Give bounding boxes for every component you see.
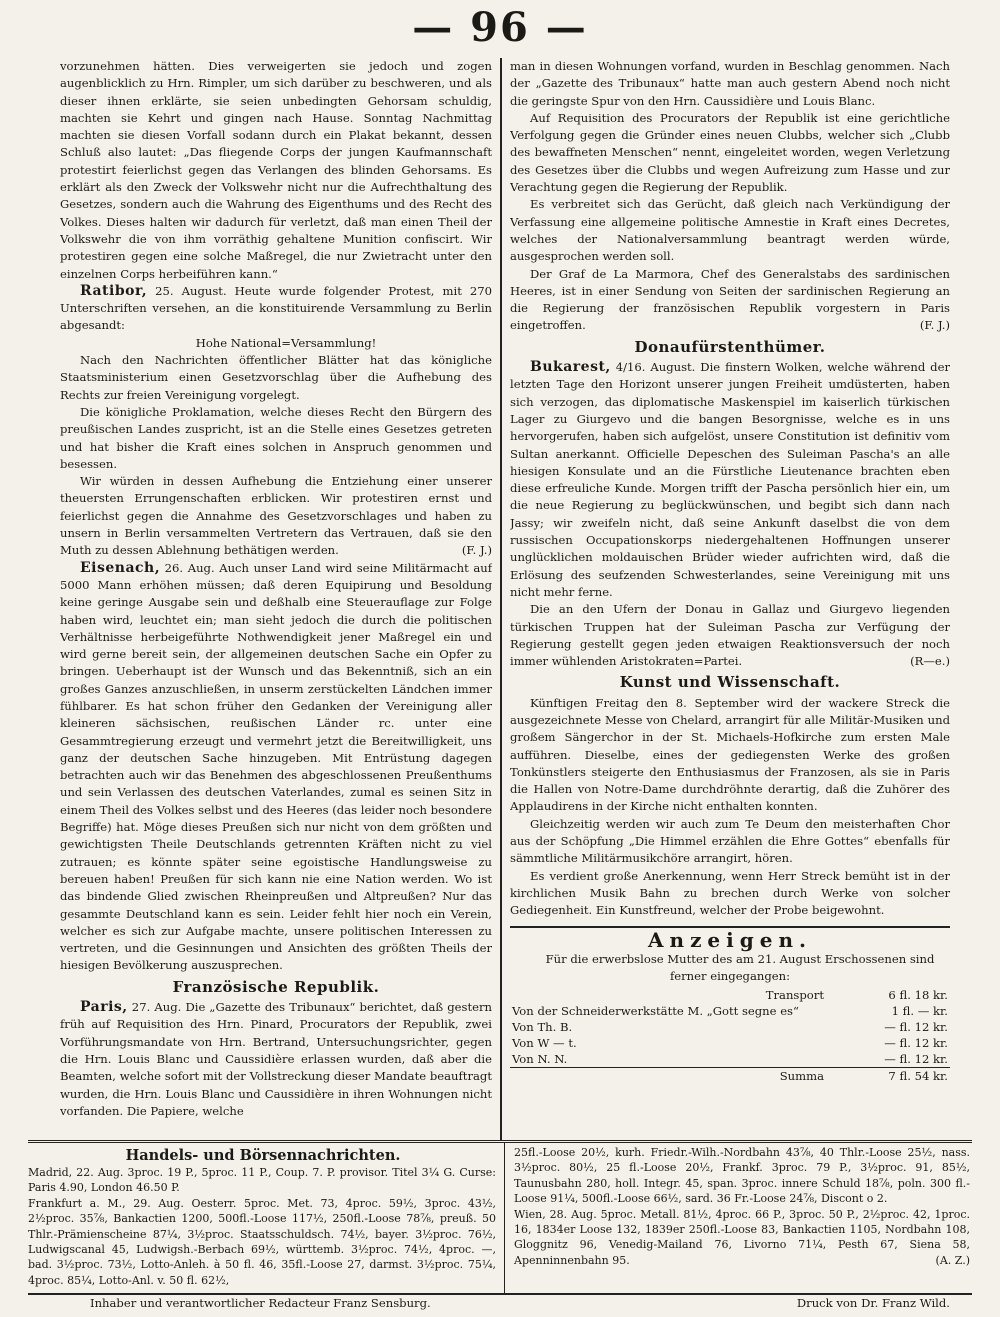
- table-row: [510, 1068, 950, 1085]
- article-eisenach: [60, 560, 492, 975]
- section-heading: Kunst und Wissenschaft.: [619, 673, 841, 692]
- page-number: — 96 —: [412, 4, 588, 51]
- article-paragraph: [60, 473, 492, 559]
- donor-amount: — fl. 12 kr.: [884, 1020, 948, 1035]
- left-column: [60, 58, 492, 1138]
- market-left-column: [28, 1165, 496, 1288]
- market-right-column: [514, 1145, 970, 1268]
- donation-table: [510, 987, 950, 1084]
- article-text: Die an den Ufern der Donau in Gallaz und Giurgevo liegenden türkischen Truppen hat der Suleiman Pascha zur Verfügung der Regierung gestellt gegen jeden etwaigen Reaktionsversuch der noch immer wühlenden Aristokraten=Partei.: [510, 602, 950, 669]
- market-heading: Handels- und Börsennachrichten.: [125, 1147, 401, 1164]
- article-paragraph: [510, 601, 950, 670]
- article-paragraph: Die königliche Proklamation, welche dieses Recht den Bürgern des preußischen Landes zuspricht, ist an die Stelle eines Gesetzes getreten und hat bisher die Kraft eines solchen in Anspruch genommen und besessen.: [60, 404, 492, 471]
- right-column: [510, 58, 950, 1138]
- article-text: 27. Aug. Die „Gazette des Tribunaux“ berichtet, daß gestern früh auf Requisition des Hrn. Pinard, Procurators der Republik, zwei Vorführungsmandate von Hrn. Bertrand, Untersuchungsrichter, gegen die Hrn. Louis Blanc und Caussidière erlassen wurden, daß aber die Beamten, welche sofort mit der Vollstreckung dieser Mandate beauftragt wurden, die Hrn. Louis Blanc und Caussidière in ihren Wohnungen nicht vorfanden. Die Papiere, welche: [60, 1000, 492, 1118]
- section-heading: Französische Republik.: [172, 977, 380, 996]
- donor-amount: — fl. 12 kr.: [884, 1052, 948, 1067]
- dateline-place: Paris,: [80, 999, 128, 1016]
- table-row: [510, 1035, 950, 1051]
- article-text: Der Graf de La Marmora, Chef des Generalstabs des sardinischen Heeres, ist in einer Sendung von Seiten der sardinischen Regierung an die Regierung der französischen Republik vorgestern in Paris eingetroffen.: [510, 266, 950, 333]
- article-paragraph: Auf Requisition des Procurators der Republik ist eine gerichtliche Verfolgung gegen die Gründer eines neuen Clubbs, welcher sich „Clubb des bewaffneten Menschen“ nennt, eingeleitet worden, wegen Verletzung des Gesetzes über die Clubbs und wegen Aufreizung zum Hasse und zur Verachtung gegen die Regierung der Republik.: [510, 110, 950, 195]
- salutation: Hohe National=Versammlung!: [195, 335, 377, 350]
- sum-amount: 7 fl. 54 kr.: [826, 1068, 950, 1085]
- market-frankfurt: Frankfurt a. M., 29. Aug. Oesterr. 5proc. Met. 73, 4proc. 59½, 3proc. 43½, 2½proc. 35⅞, Bankactien 1200, 500fl.-Loose 117½, 250fl.-Loose 78⅞, preuß. 50 Thlr.-Prämienscheine 87¼, 3½proc. Staatsschuldsch. 74½, bayer. 3½proc. 76½, Ludwigscanal 45, Ludwigsh.-Berbach 69½, württemb. 3½proc. 74½, 4proc. —, bad. 3½proc. 73½, Lotto-Anleh. à 50 fl. 46, 35fl.-Loose 27, darmst. 3½proc. 75¼, 4proc. 85¼, Lotto-Anl. v. 50 fl. 62½,: [28, 1196, 496, 1287]
- table-row: [510, 1003, 950, 1019]
- article-paragraph: Es verbreitet sich das Gerücht, daß gleich nach Verkündigung der Verfassung eine allgemeine politische Amnestie in Kraft eines Decretes, welches der Nationalversammlung beantragt werden würde, ausgesprochen werden soll.: [510, 197, 950, 264]
- printer-line: Druck von Dr. Franz Wild.: [796, 1296, 950, 1310]
- donor-amount: — fl. 12 kr.: [884, 1036, 948, 1051]
- section-heading: Donaufürstenthümer.: [634, 337, 826, 356]
- article-text: Wien, 28. Aug. 5proc. Metall. 81½, 4proc. 66 P., 3proc. 50 P., 2½proc. 42, 1proc. 16, 1834er Loose 132, 1839er 250fl.-Loose 83, Bankactien 1105, Nordbahn 108, Gloggnitz 96, Venedig-Mailand 76, Livorno 71¼, Pesth 67, Siena 58, Apenninnenbahn 95.: [514, 1207, 970, 1267]
- transport-amount: 6 fl. 18 kr.: [888, 988, 948, 1003]
- article-text: 26. Aug. Auch unser Land wird seine Militärmacht auf 5000 Mann erhöhen müssen; daß deren Equipirung und Besoldung keine geringe Ausgabe sein und deßhalb eine Steuerauflage zur Folge haben wird, leuchtet ein; man sieht jedoch die durch die politischen Verhältnisse herbeigeführte Nothwendigkeit jener Maßregel ein und wird gerne bereit sein, der allgemeinen deutschen Sache ein Opfer zu bringen. Ueberhaupt ist der Wunsch und das Bekenntniß, sich an ein großes Ganzes anzuschließen, in unserm zerstückelten Ländchen immer fühlbarer. Es hat schon früher den Gedanken der Vereinigung aller kleineren sächsischen, reußischen Länder rc. unter eine Gesammtregierung erzeugt und vermehrt jetzt die Bereitwilligkeit, uns ganz der deutschen Sache hinzugeben. Mit Entrüstung dagegen betrachten auch wir das Benehmen des abgeschlossenen Preußenthums und sein Verlassen des deutschen Vaterlandes, zumal es seinen Sitz in einem Theil des Volkes selbst und des Heeres (das leider noch besondere Begriffe) hat. Möge dieses Preußen sich nur nicht von dem größten und gewichtigsten Theile Deutschlands getrennten Kräften nicht zu viel zutrauen; es könnte später seine egoistische Handlungsweise zu bereuen haben! Preußen für sich kann nie eine Nation werden. Wo ist das bindende Glied zwischen Rheinpreußen und Altpreußen? Nur das gesammte Deutschland kann es sein. Leider fehlt hier noch ein Verein, welcher es sich zur Aufgabe machte, unsere politischen Interessen zu vertreten, und die Gesinnungen und Ansichten des größten Theils der hiesigen Bevölkerung auszusprechen.: [60, 560, 492, 973]
- donor-name: Von W — t.: [512, 1036, 577, 1051]
- market-news: [28, 1140, 972, 1295]
- sum-label: Summa: [510, 1068, 826, 1085]
- article-ratibor: [60, 283, 492, 335]
- table-row: [510, 1051, 950, 1068]
- dateline-place: Eisenach,: [80, 559, 161, 576]
- article-paragraph: Künftigen Freitag den 8. September wird der wackere Streck die ausgezeichnete Messe von Chelard, arrangirt für alle Militär-Musiken und großem Sängerchor in der St. Michaels-Hofkirche zum ersten Male aufführen. Dieselbe, eines der gediegensten Werke des großen Tonkünstlers steigerte den Enthusiasmus der Franzosen, als sie in Paris die Hallen von Notre-Dame durchdröhnte derartig, daß die Zuhörer des Applaudirens in der Kirche nicht enthalten konnten.: [510, 695, 950, 814]
- transport-label: Transport: [765, 988, 824, 1003]
- article-paris: [60, 999, 492, 1120]
- dateline-place: Bukarest,: [530, 359, 611, 376]
- market-vienna: [514, 1207, 970, 1269]
- signature: (F. J.): [461, 543, 492, 558]
- market-continued: 25fl.-Loose 20½, kurh. Friedr.-Wilh.-Nordbahn 43⅞, 40 Thlr.-Loose 25½, nass. 3½proc. 80½, 25 fl.-Loose 20½, Frankf. 3proc. 79 P., 3½proc. 91, 85½, Taunusbahn 280, holl. Integr. 45, span. 3proc. innere Schuld 18⅞, poln. 300 fl.-Loose 91¼, 500fl.-Loose 66½, sard. 36 Fr.-Loose 24⅞, Discont o 2.: [514, 1146, 970, 1206]
- editor-line: Inhaber und verantwortlicher Redacteur Franz Sensburg.: [90, 1296, 431, 1310]
- article-paragraph: man in diesen Wohnungen vorfand, wurden in Beschlag genommen. Nach der „Gazette des Tribunaux“ hatte man auch gestern Abend noch nicht die geringste Spur von den Hrn. Caussidière und Louis Blanc.: [510, 59, 950, 108]
- ads-heading: Anzeigen.: [510, 926, 950, 949]
- article-paragraph: Nach den Nachrichten öffentlicher Blätter hat das königliche Staatsministerium einen Gesetzvorschlag über die Aufhebung des Rechts zur freien Vereinigung vorgelegt.: [60, 353, 492, 402]
- donor-name: Von der Schneiderwerkstätte M. „Gott segne es“: [512, 1004, 799, 1019]
- table-row: [510, 987, 950, 1003]
- article-text: 4/16. August. Die finstern Wolken, welche während der letzten Tage den Horizont unserer jungen Freiheit umdüsterten, haben sich verzogen, das diplomatische Maskenspiel im kaiserlich türkischen Lager zu Giurgevo und die bangen Besorgnisse, welche es in uns hervorgerufen, haben sich aufgelöst, unsere Constitution ist definitiv vom Sultan anerkannt. Officielle Depeschen des Suleiman Pascha's an alle hiesigen Konsulate und an die Fürstliche Lieutenance brachten eben diese erfreuliche Kunde. Morgen trifft der Pascha persönlich hier ein, um die neue Regierung zu beglückwünschen, und begibt sich dann nach Jassy; wir zweifeln nicht, daß seine Ankunft daselbst die von dem russischen Occupationskorps niedergehaltenen Hoffnungen unserer unglücklichen moldauischen Brüder wieder aufrichten wird, daß die Erlösung des seufzenden Schwesterlandes, seine Vereinigung mit uns nicht mehr ferne.: [510, 360, 950, 599]
- article-bukarest: [510, 359, 950, 601]
- article-text: Wir würden in dessen Aufhebung die Entziehung einer unserer theuersten Errungenschaften erblicken. Wir protestiren ernst und feierlichst gegen die Annahme des Gesetzvorschlages und haben zu unsern in Berlin versammelten Vertretern das Vertrauen, daß sie den Muth zu dessen Ablehnung bethätigen werden.: [60, 474, 492, 558]
- table-row: [510, 1019, 950, 1035]
- article-paragraph: Gleichzeitig werden wir auch zum Te Deum den meisterhaften Chor aus der Schöpfung „Die Himmel erzählen die Ehre Gottes“ ebenfalls für sämmtliche Militärmusikchöre arrangirt, hören.: [510, 816, 950, 866]
- market-divider: [504, 1143, 505, 1293]
- donor-amount: 1 fl. — kr.: [891, 1004, 948, 1019]
- imprint: [90, 1294, 950, 1314]
- signature: (R—e.): [910, 654, 950, 669]
- donor-name: Von Th. B.: [512, 1020, 573, 1035]
- article-paragraph: Es verdient große Anerkennung, wenn Herr Streck bemüht ist in der kirchlichen Musik Bahn zu brechen durch Werke von solcher Gediegenheit. Ein Kunstfreund, welcher der Probe beigewohnt.: [510, 868, 950, 918]
- signature: (A. Z.): [935, 1253, 970, 1267]
- ads-intro: Für die erwerbslose Mutter des am 21. August Erschossenen sind ferner eingegangen:: [545, 951, 935, 984]
- article-text: 25. August. Heute wurde folgender Protest, mit 270 Unterschriften versehen, an die konstituirende Versammlung zu Berlin abgesandt:: [60, 283, 492, 333]
- article-paragraph: [510, 266, 950, 335]
- market-madrid: Madrid, 22. Aug. 3proc. 19 P., 5proc. 11 P., Coup. 7. P. provisor. Titel 3¼ G. Curse: Paris 4.90, London 46.50 P.: [28, 1166, 496, 1195]
- column-divider: [500, 58, 502, 1140]
- signature: (F. J.): [919, 318, 950, 333]
- dateline-place: Ratibor,: [80, 282, 148, 299]
- article-paragraph: vorzunehmen hätten. Dies verweigerten sie jedoch und zogen augenblicklich zu Hrn. Rimpler, um sich darüber zu beschweren, und als dieser ihnen erklärte, sie seien unbedingten Gehorsam schuldig, machten sie Kehrt und gingen nach Hause. Sonntag Nachmittag machten sie diesen Vorfall sodann durch ein Plakat bekannt, dessen Schluß also lautet: „Das fliegende Corps der jungen Kaufmannschaft protestirt feierlichst gegen das Verlangen des blinden Gehorsams. Es erklärt als den Zweck der Volkswehr nicht nur die Aufrechthaltung des Gesetzes, sondern auch die Wahrung des Eigenthums und des Recht des Volkes. Dieses halten wir dadurch für verletzt, daß man einen Theil der Volkswehr die von ihm vorräthig gehaltene Munition confiscirt. Wir protestiren gegen eine solche Maßregel, die nur Zwietracht unter den einzelnen Corps herbeiführen kann.“: [60, 59, 492, 281]
- donor-name: Von N. N.: [512, 1052, 568, 1067]
